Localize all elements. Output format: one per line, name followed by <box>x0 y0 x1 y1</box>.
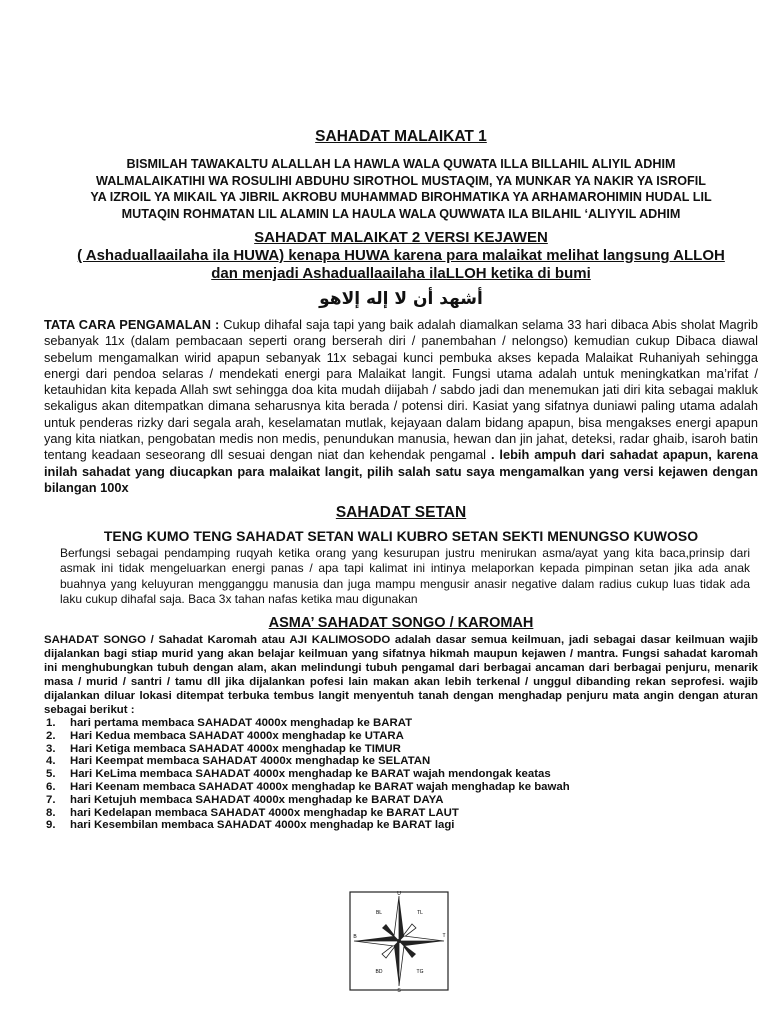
tata-cara-bold: . lebih ampuh dari sahadat apapun, karena inilah sahadat yang diucapkan para malaikat langit, pilih salah satu saya mengamalkan yang versi kejawen dengan bilangan 100x <box>44 447 758 495</box>
list-item <box>44 794 758 807</box>
list-item <box>44 730 758 743</box>
compass-label-w: B <box>353 934 357 940</box>
section2-subtitle: dan menjadi Ashaduallaailaha ilaLLOH ketika di bumi <box>211 265 591 282</box>
tata-cara-paragraph <box>44 317 758 496</box>
step-text: hari Ketujuh membaca SAHADAT 4000x menghadap ke BARAT DAYA <box>70 793 444 806</box>
step-text: hari Kedelapan membaca SAHADAT 4000x menghadap ke BARAT LAUT <box>70 806 459 819</box>
compass-label-e: T <box>442 933 446 939</box>
list-item <box>44 743 758 756</box>
section3-subtitle: TENG KUMO TENG SAHADAT SETAN WALI KUBRO SETAN SEKTI MENUNGSO KUWOSO <box>103 528 699 545</box>
compass-label-sw: BD <box>375 969 383 975</box>
compass-label-s: S <box>397 988 401 994</box>
tata-cara-text: Cukup dihafal saja tapi yang baik adalah diamalkan selama 33 hari dibaca Abis sholat Magrib sebanyak 11x (dalam pembacaan seperti orang berserah diri / panembahan / nelongso) kemudian cukup Dibaca diawal sebelum mengamalkan wirid apapun sebanyak 11x sebagai kunci pembuka akses kepada Malaikat Ruhaniyah sehingga energi dari pendoa selaras / mendekati energi para Malaikat langit. Fungsi utama adalah untuk meningkatkan ma’rifat / ketauhidan kita kepada Allah swt sehingga doa kita mudah diijabah / sabdo jadi dan menemukan jati diri kita sebagai makluk sekaligus akan ditempatkan dimana seharusnya kita berada / potensi diri. Kasiat yang sifatnya duniawi paling utama adalah untuk penderas rizky dari segala arah, keselamatan mutlak, kejayaan dalam bidang apapun, bisa mengakses energi apapun yang kita niatkan, pengobatan medis non medis, penundukan manusia, hewan dan jin jahat, deteksi, radar ghaib, isaroh batin tentang keadaan seseorang dll sesuai dengan niat dan kehendak pengamal <box>44 317 758 463</box>
section4-text: SAHADAT SONGO / Sahadat Karomah atau AJI KALIMOSODO adalah dasar semua keilmuan, jadi sebagai dasar keilmuan wajib dijalankan bagi stiap murid yang akan belajar keilmuan yang sifatnya hikmah maupun kejawen / mantra. Fungsi sahadat karomah ini menghubungkan tubuh dengan alam, akan melindungi tubuh pengamal dari berbagai ancaman dari berbagai penjuru, menarik masa / murid / santri / tamu dll jika dijalankan pofesi lain makan akan lebih terkenal / unggul dibanding rekan seprofesi. wajib dijalankan diluar lokasi ditempat terbuka tembus langit menyentuh tanah dengan menghadap penjuru mata angin dengan aturan sebagai berikut : <box>44 634 758 717</box>
section3-title: SAHADAT SETAN <box>335 504 467 522</box>
step-number: 1. <box>46 717 56 730</box>
list-item <box>44 781 758 794</box>
tata-cara-label: TATA CARA PENGAMALAN : <box>44 317 220 332</box>
section1-title: SAHADAT MALAIKAT 1 <box>315 128 487 145</box>
section4-title: ASMA’ SAHADAT SONGO / KAROMAH <box>268 615 534 632</box>
step-text: hari pertama membaca SAHADAT 4000x menghadap ke BARAT <box>70 717 413 730</box>
step-number: 2. <box>46 729 56 742</box>
compass-rose-icon <box>346 888 452 994</box>
step-text: Hari Ketiga membaca SAHADAT 4000x menghadap ke TIMUR <box>70 742 401 755</box>
section1-line: BISMILAH TAWAKALTU ALALLAH LA HAWLA WALA QUWATA ILLA BILLAHIL ALIYIL ADHIM <box>126 157 676 171</box>
step-number: 7. <box>46 793 56 806</box>
step-text: Hari KeLima membaca SAHADAT 4000x menghadap ke BARAT wajah mendongak keatas <box>70 768 551 781</box>
list-item <box>44 755 758 768</box>
compass-label-ne: TL <box>417 910 423 916</box>
section2-subtitle: ( Ashaduallaailaha ila HUWA) kenapa HUWA karena para malaikat melihat langsung ALLOH <box>77 247 725 264</box>
compass-rose-svg <box>346 888 452 994</box>
compass-label-se: TG <box>416 969 424 975</box>
step-number: 6. <box>46 781 56 794</box>
step-text: Hari Kedua membaca SAHADAT 4000x menghadap ke UTARA <box>70 729 404 742</box>
step-number: 9. <box>46 819 56 832</box>
section2-title: SAHADAT MALAIKAT 2 VERSI KEJAWEN <box>254 229 548 246</box>
step-number: 4. <box>46 755 56 768</box>
list-item <box>44 819 758 832</box>
steps-list <box>44 717 758 832</box>
section1-line: WALMALAIKATIHI WA ROSULIHI ABDUHU SIROTHOL MUSTAQIM, YA MUNKAR YA NAKIR YA ISROFIL <box>96 173 706 188</box>
section1-line: MUTAQIN ROHMATAN LIL ALAMIN LA HAULA WALA QUWWATA ILA BILAHIL ‘ALIYYIL ADHIM <box>121 206 681 221</box>
step-number: 8. <box>46 806 56 819</box>
document-page <box>44 128 758 832</box>
compass-label-nw: BL <box>375 910 383 916</box>
step-number: 5. <box>46 768 56 781</box>
list-item <box>44 768 758 781</box>
step-number: 3. <box>46 742 56 755</box>
list-item <box>44 717 758 730</box>
step-text: hari Kesembilan membaca SAHADAT 4000x menghadap ke BARAT lagi <box>70 819 455 832</box>
step-text: Hari Keenam membaca SAHADAT 4000x menghadap ke BARAT wajah menghadap ke bawah <box>70 781 570 794</box>
compass-label-n: U <box>397 891 401 897</box>
list-item <box>44 807 758 820</box>
step-text: Hari Keempat membaca SAHADAT 4000x menghadap ke SELATAN <box>70 755 431 768</box>
arabic-shahada: أشهد أن لا إله إلاهو <box>319 289 483 309</box>
section1-line: YA IZROIL YA MIKAIL YA JIBRIL AKROBU MUHAMMAD BIROHMATIKA YA ARHAMAROHIMIN HUDAL LIL <box>90 190 712 204</box>
section3-text: Berfungsi sebagai pendamping ruqyah ketika orang yang kesurupan justru menirukan asma/ayat yang kita baca,prinsip dari asmak ini tidak mengeluarkan energi panas / apa tapi kalimat ini intinya melaporkan kepada pimpinan setan jika ada anak buahnya yang keluyuran mengganggu manusia dan juga mampu mengusir anasir negative dalam radius cukup luas tidak ada laku cukup dihafal saja. Baca 3x tahan nafas ketika mau digunakan <box>60 546 750 606</box>
